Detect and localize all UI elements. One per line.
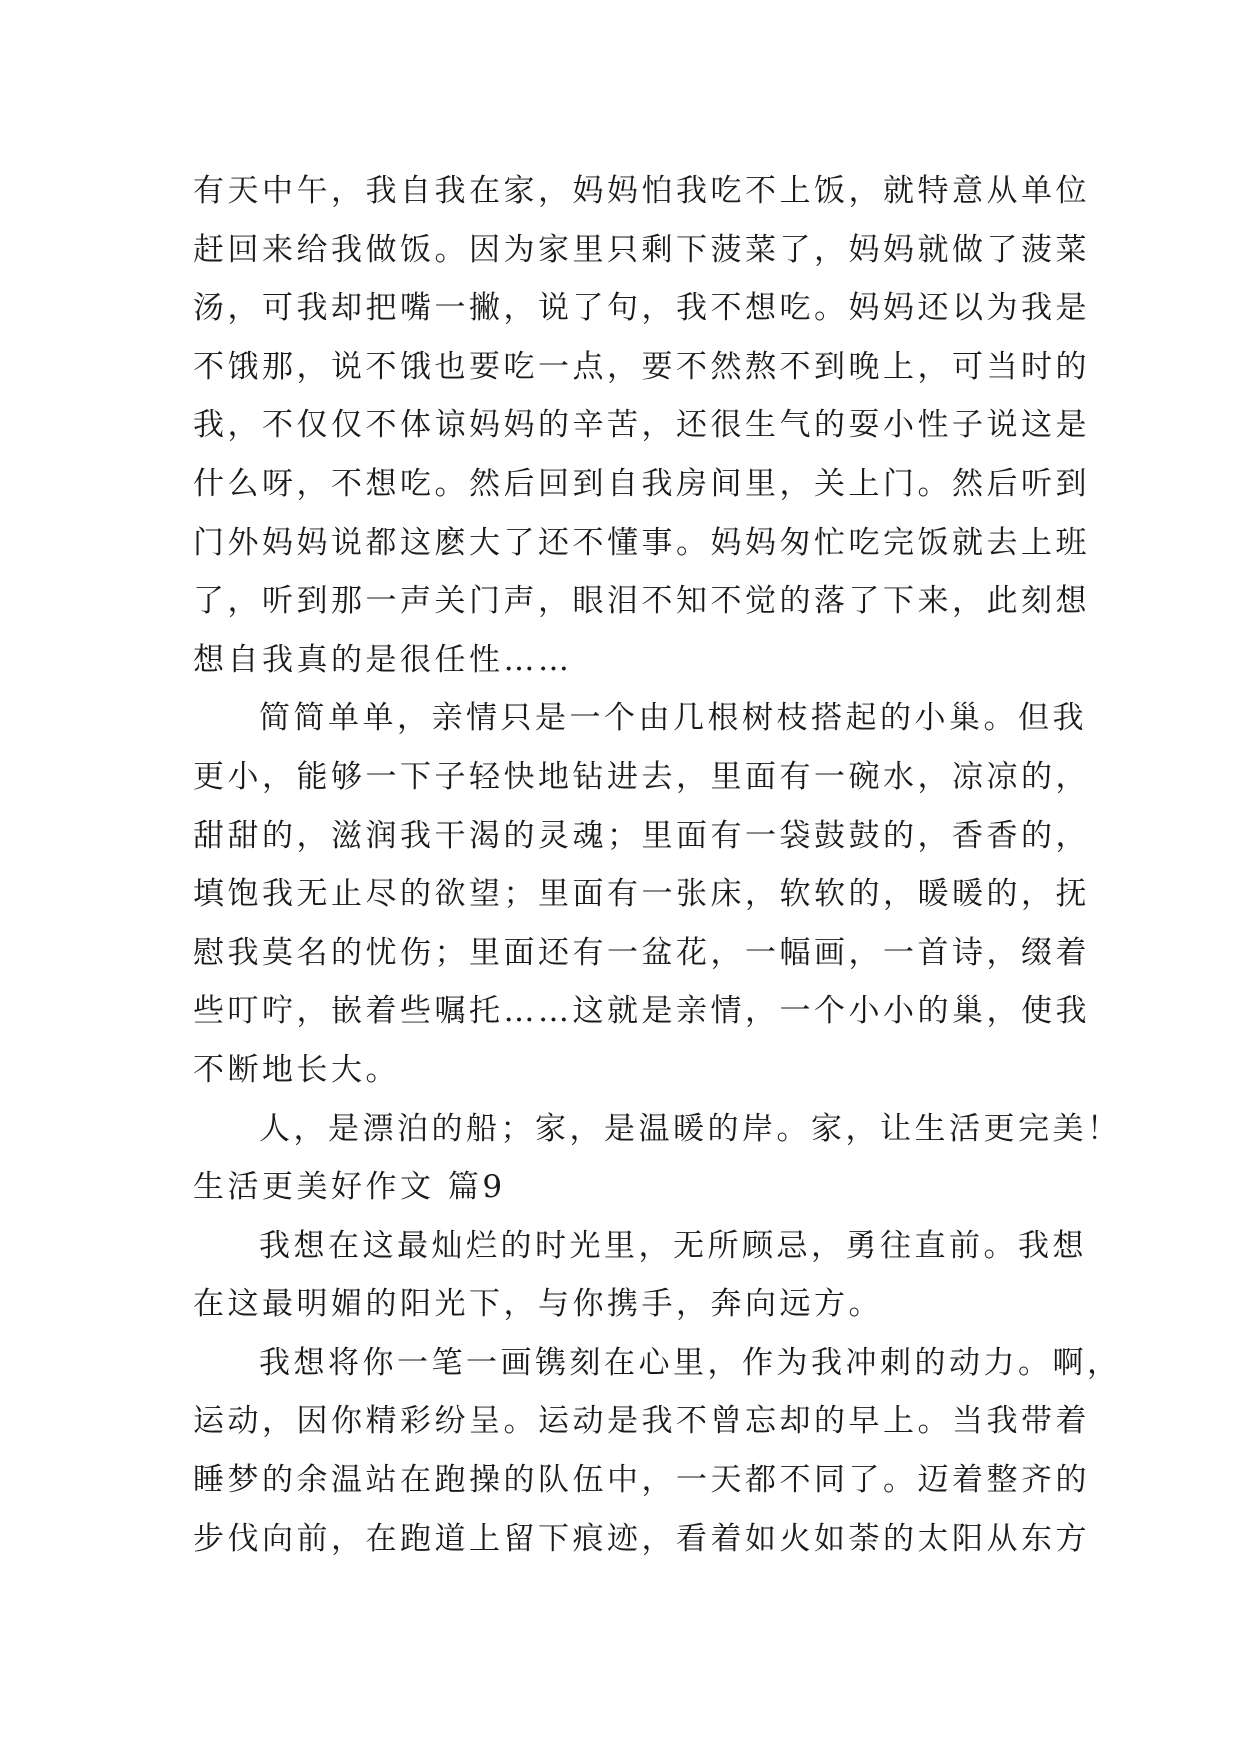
- text-line: 更小，能够一下子轻快地钻进去，里面有一碗水，凉凉的，: [193, 758, 1090, 795]
- text-line: 填饱我无止尽的欲望；里面有一张床，软软的，暖暖的，抚: [193, 876, 1090, 913]
- text-line: 在这最明媚的阳光下，与你携手，奔向远方。: [193, 1286, 883, 1323]
- text-line: 运动，因你精彩纷呈。运动是我不曾忘却的早上。当我带着: [193, 1403, 1090, 1440]
- text-line: 想自我真的是很任性……: [193, 641, 573, 678]
- paragraph-start-line: 人，是漂泊的船；家，是温暖的岸。家，让生活更完美！: [259, 1110, 1122, 1147]
- text-line: 甜甜的，滋润我干渴的灵魂；里面有一袋鼓鼓的，香香的，: [193, 817, 1090, 854]
- text-line: 了，听到那一声关门声，眼泪不知不觉的落了下来，此刻想: [193, 583, 1090, 620]
- text-line: 步伐向前，在跑道上留下痕迹，看着如火如荼的太阳从东方: [193, 1520, 1090, 1557]
- text-line: 不断地长大。: [193, 1051, 400, 1088]
- text-line: 不饿那，说不饿也要吃一点，要不然熬不到晚上，可当时的: [193, 348, 1090, 385]
- text-line: 什么呀，不想吃。然后回到自我房间里，关上门。然后听到: [193, 465, 1090, 502]
- text-line: 汤，可我却把嘴一撇，说了句，我不想吃。妈妈还以为我是: [193, 290, 1090, 327]
- text-line: 慰我莫名的忧伤；里面还有一盆花，一幅画，一首诗，缀着: [193, 934, 1090, 971]
- text-line: 我，不仅仅不体谅妈妈的辛苦，还很生气的耍小性子说这是: [193, 407, 1090, 444]
- section-heading: 生活更美好作文 篇9: [193, 1169, 506, 1206]
- text-line: 有天中午，我自我在家，妈妈怕我吃不上饭，就特意从单位: [193, 173, 1090, 209]
- paragraph-start-line: 我想将你一笔一画镌刻在心里，作为我冲刺的动力。啊，: [259, 1344, 1122, 1381]
- text-line: 睡梦的余温站在跑操的队伍中，一天都不同了。迈着整齐的: [193, 1462, 1090, 1499]
- text-line: 赶回来给我做饭。因为家里只剩下菠菜了，妈妈就做了菠菜: [193, 231, 1090, 268]
- text-line: 门外妈妈说都这麽大了还不懂事。妈妈匆忙吃完饭就去上班: [193, 524, 1090, 561]
- paragraph-start-line: 我想在这最灿烂的时光里，无所顾忌，勇往直前。我想: [259, 1227, 1087, 1264]
- text-line: 些叮咛，嵌着些嘱托……这就是亲情，一个小小的巢，使我: [193, 993, 1090, 1030]
- essay-body: [193, 162, 1122, 1568]
- paragraph-start-line: 简简单单，亲情只是一个由几根树枝搭起的小巢。但我: [259, 700, 1087, 737]
